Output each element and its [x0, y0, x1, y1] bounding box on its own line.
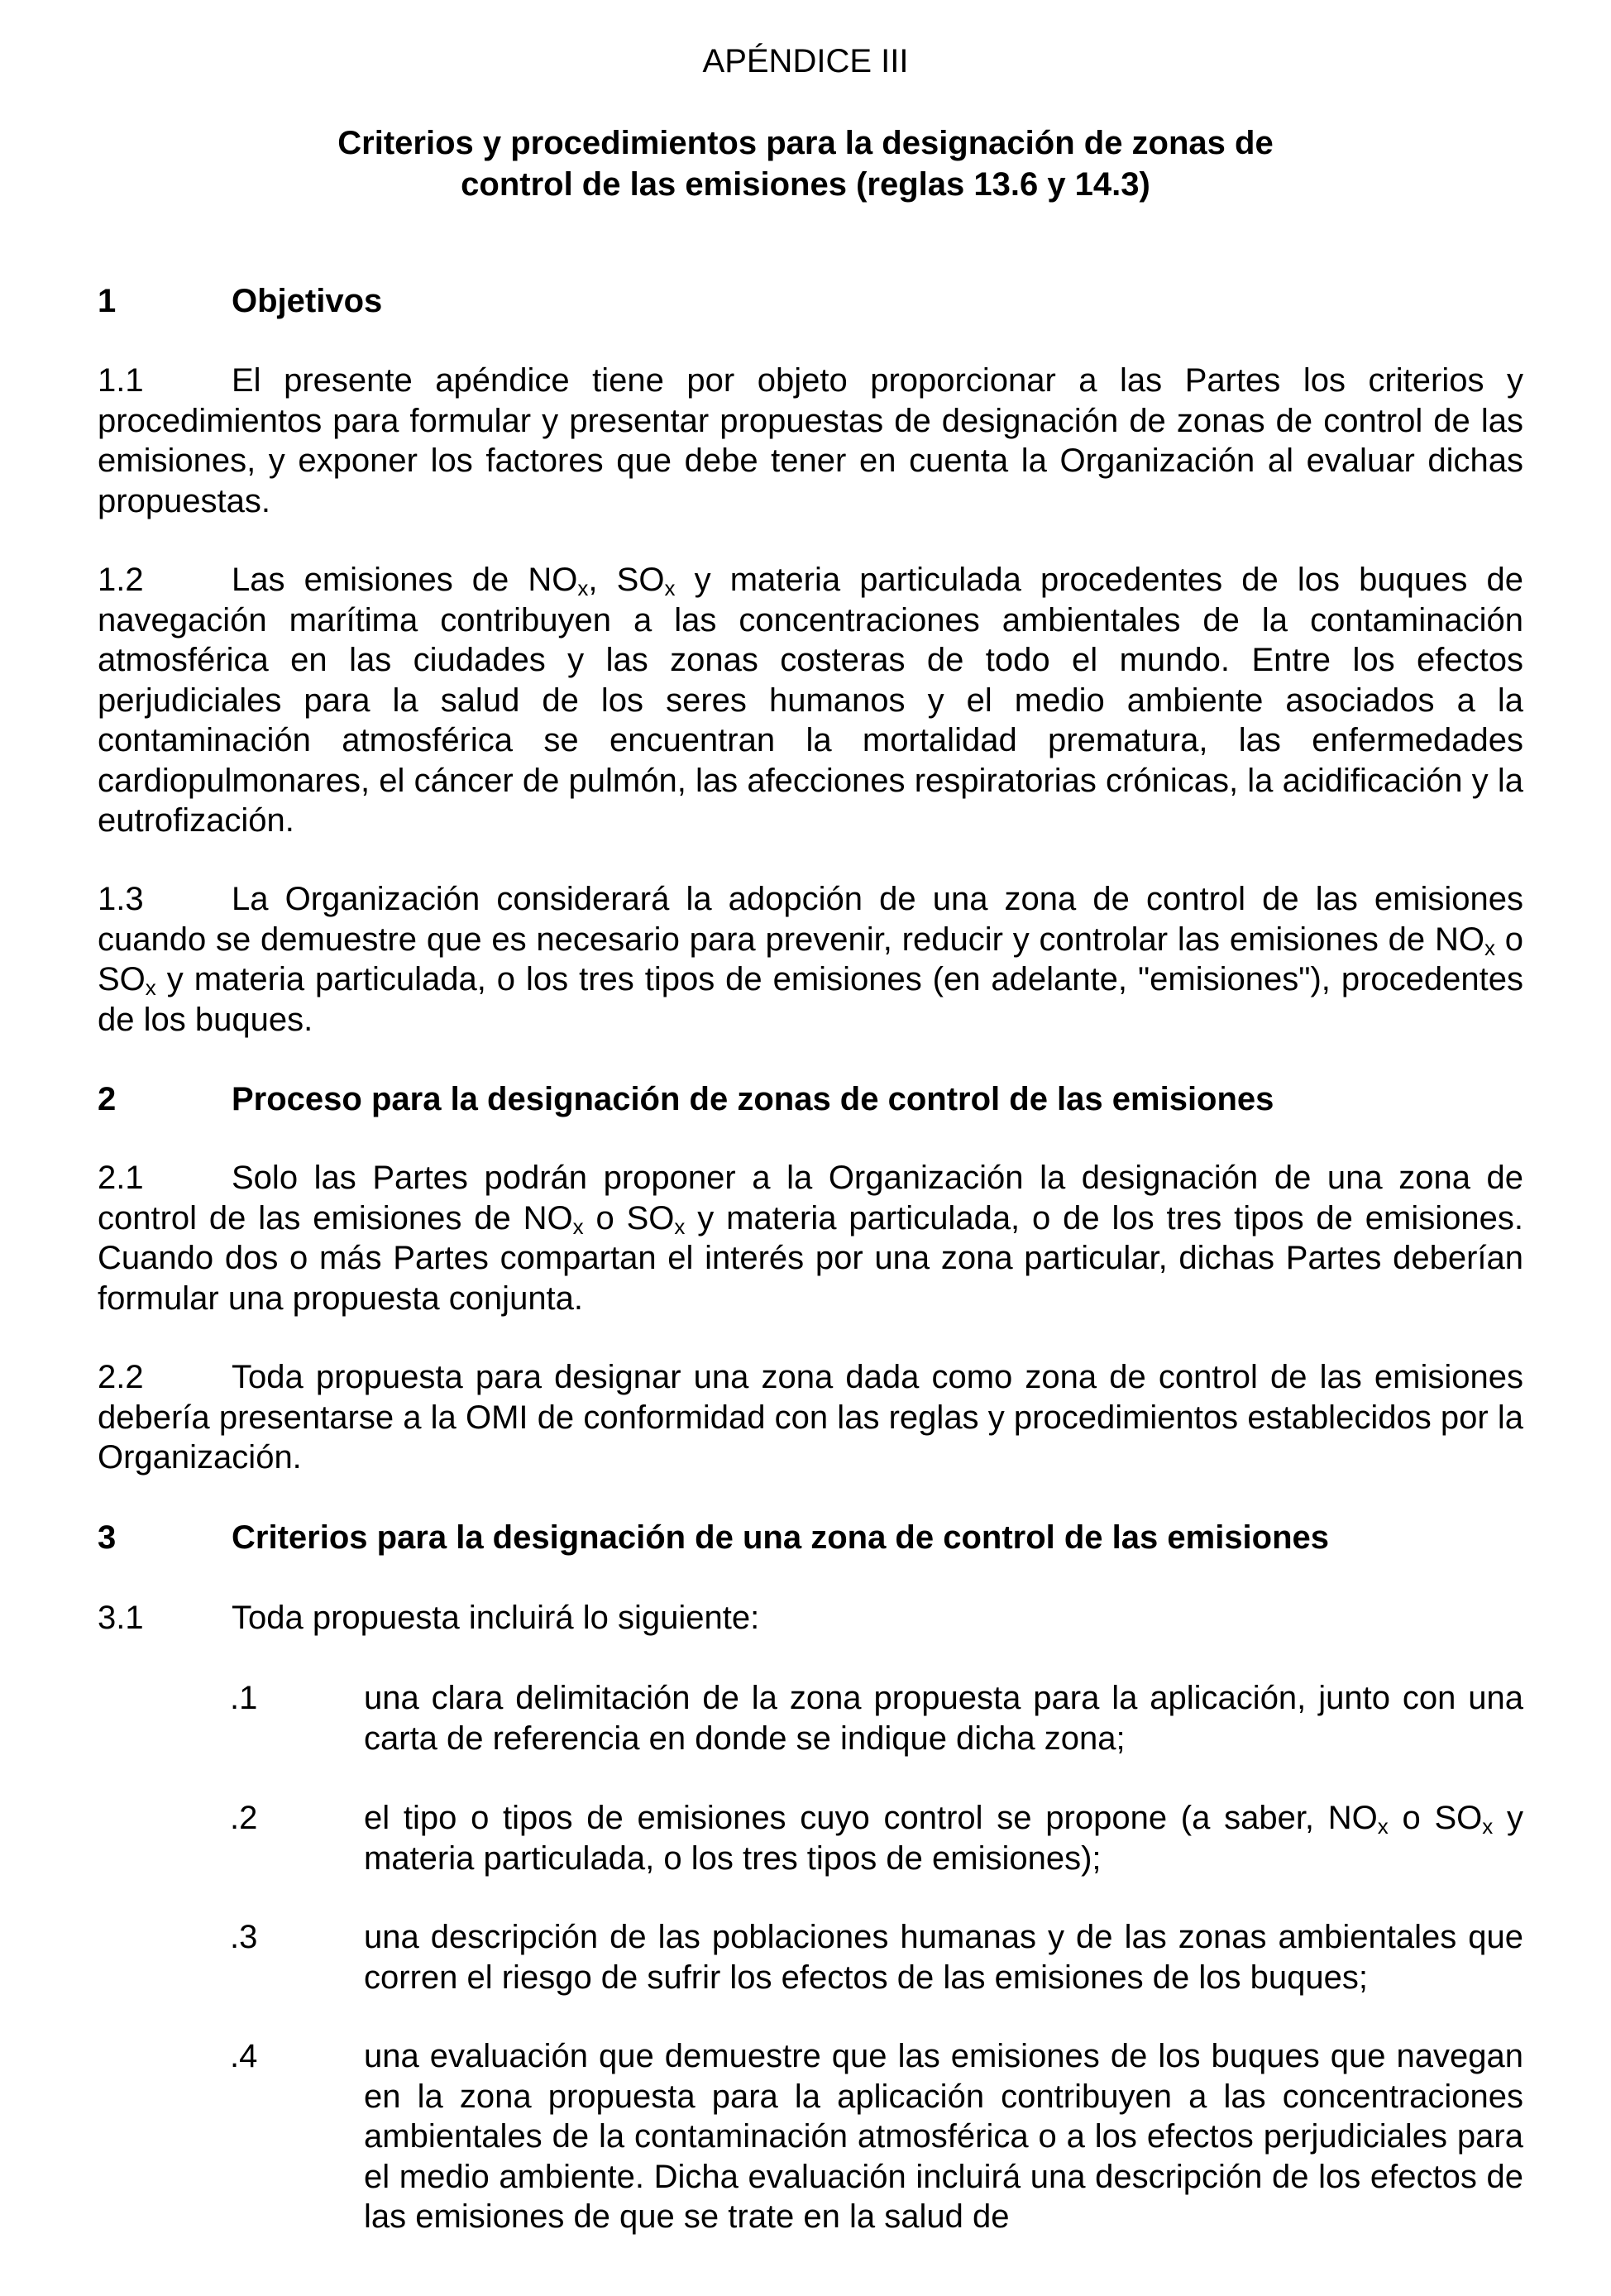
list-item-4 — [230, 2036, 1523, 2237]
list-item-text: una evaluación que demuestre que las emisiones de los buques que navegan en la zona propuesta para la aplicación contribuyen a las concentraciones ambientales de la contaminación atmosférica o a los efectos perjudiciales para el medio ambiente. Dicha evaluación incluirá una descripción de los efectos de las emisiones de que se trate en la salud de — [364, 2038, 1523, 2235]
paragraph-text: , SO — [588, 562, 665, 598]
list-item-number: .4 — [230, 2038, 258, 2074]
paragraph-1-1 — [98, 361, 1523, 521]
paragraph-2-1 — [98, 1158, 1523, 1318]
section-title: Criterios para la designación de una zona de control de las emisiones — [232, 1519, 1330, 1556]
list-item-text — [364, 1798, 1523, 1878]
list-item-text: una descripción de las poblaciones humanas y de las zonas ambientales que corren el riesgo de sufrir los efectos de las emisiones de los buques; — [364, 1919, 1523, 1996]
paragraph-text: y materia particulada procedentes de los buques de navegación marítima contribuyen a las concentraciones ambientales de la contaminación atmosférica en las ciudades y las zonas costeras de todo el mundo. Entre los efectos perjudiciales para la salud de los seres humanos y el medio ambiente asociados a la contaminación atmosférica se encuentran la mortalidad prematura, las enfermedades cardiopulmonares, el cáncer de pulmón, las afecciones respiratorias crónicas, la acidificación y la eutrofización. — [98, 562, 1523, 839]
list-item-text-part: y materia particulada, o los tres tipos de emisiones); — [364, 1800, 1524, 1877]
paragraph-number: 1.3 — [98, 881, 144, 917]
list-item-text-part: o SO — [1388, 1800, 1483, 1836]
subscript: x — [664, 576, 676, 600]
appendix-title: APÉNDICE III — [702, 43, 909, 79]
list-item-3 — [230, 1917, 1523, 1997]
paragraph-text: El presente apéndice tiene por objeto proporcionar a las Partes los criterios y procedimientos para formular y presentar propuestas de designación de zonas de control de las emisiones, y exponer los factores que debe tener en cuenta la Organización al evaluar dichas propuestas. — [98, 362, 1523, 519]
paragraph-number: 1.2 — [98, 562, 144, 598]
subscript: x — [1377, 1814, 1389, 1839]
document-title — [0, 122, 1611, 205]
subscript: x — [1484, 935, 1495, 960]
paragraph-text: La Organización considerará la adopción de una zona de control de las emisiones cuando se demuestre que es necesario para prevenir, reducir y controlar las emisiones de NO — [98, 881, 1523, 958]
list-item-1 — [230, 1678, 1523, 1758]
list-item-number: .1 — [230, 1680, 258, 1716]
list-item-text: una clara delimitación de la zona propuesta para la aplicación, junto con una carta de referencia en donde se indique dicha zona; — [364, 1680, 1523, 1757]
paragraph-text: y materia particulada, o de los tres tipos de emisiones. Cuando dos o más Partes compartan el interés por una zona particular, dichas Partes deberían formular una propuesta conjunta. — [98, 1199, 1523, 1317]
section-number: 3 — [98, 1519, 117, 1556]
section-heading-1 — [98, 280, 382, 322]
subscript: x — [145, 975, 156, 1000]
subscript: x — [572, 1213, 584, 1239]
list-item-2 — [230, 1798, 1523, 1878]
paragraph-text: o SO — [98, 921, 1524, 997]
list-item-number: .3 — [230, 1919, 258, 1955]
paragraph-3-1 — [98, 1597, 759, 1638]
document-title-line-1: Criterios y procedimientos para la designación de zonas de — [337, 125, 1274, 161]
list-item-text-part: el tipo o tipos de emisiones cuyo control se propone (a saber, NO — [364, 1800, 1378, 1836]
document-title-line-2: control de las emisiones (reglas 13.6 y 14.3) — [461, 166, 1150, 203]
list-item-number: .2 — [230, 1800, 258, 1836]
subscript: x — [674, 1213, 686, 1239]
paragraph-text: Toda propuesta incluirá lo siguiente: — [232, 1600, 760, 1636]
section-heading-3 — [98, 1517, 1329, 1558]
paragraph-1-2 — [98, 560, 1523, 841]
paragraph-2-2 — [98, 1357, 1523, 1478]
subscript: x — [577, 576, 589, 600]
section-title: Objetivos — [232, 283, 383, 319]
subscript: x — [1482, 1814, 1494, 1839]
section-number: 2 — [98, 1081, 117, 1117]
paragraph-1-3 — [98, 879, 1523, 1040]
paragraph-text: Toda propuesta para designar una zona dada como zona de control de las emisiones debería presentarse a la OMI de conformidad con las reglas y procedimientos establecidos por la Organización. — [98, 1359, 1523, 1476]
section-number: 1 — [98, 283, 117, 319]
paragraph-text: Las emisiones de NO — [232, 562, 578, 598]
section-title: Proceso para la designación de zonas de control de las emisiones — [232, 1081, 1274, 1117]
paragraph-text: y materia particulada, o los tres tipos de emisiones (en adelante, "emisiones"), procedentes de los buques. — [98, 961, 1523, 1038]
paragraph-number: 1.1 — [98, 362, 144, 399]
paragraph-text: o SO — [583, 1199, 675, 1236]
paragraph-number: 2.2 — [98, 1359, 144, 1395]
section-heading-2 — [98, 1079, 1274, 1120]
paragraph-number: 3.1 — [98, 1600, 144, 1636]
paragraph-number: 2.1 — [98, 1160, 144, 1196]
paragraph-text: Solo las Partes podrán proponer a la Organización la designación de una zona de control de las emisiones de NO — [98, 1160, 1523, 1236]
